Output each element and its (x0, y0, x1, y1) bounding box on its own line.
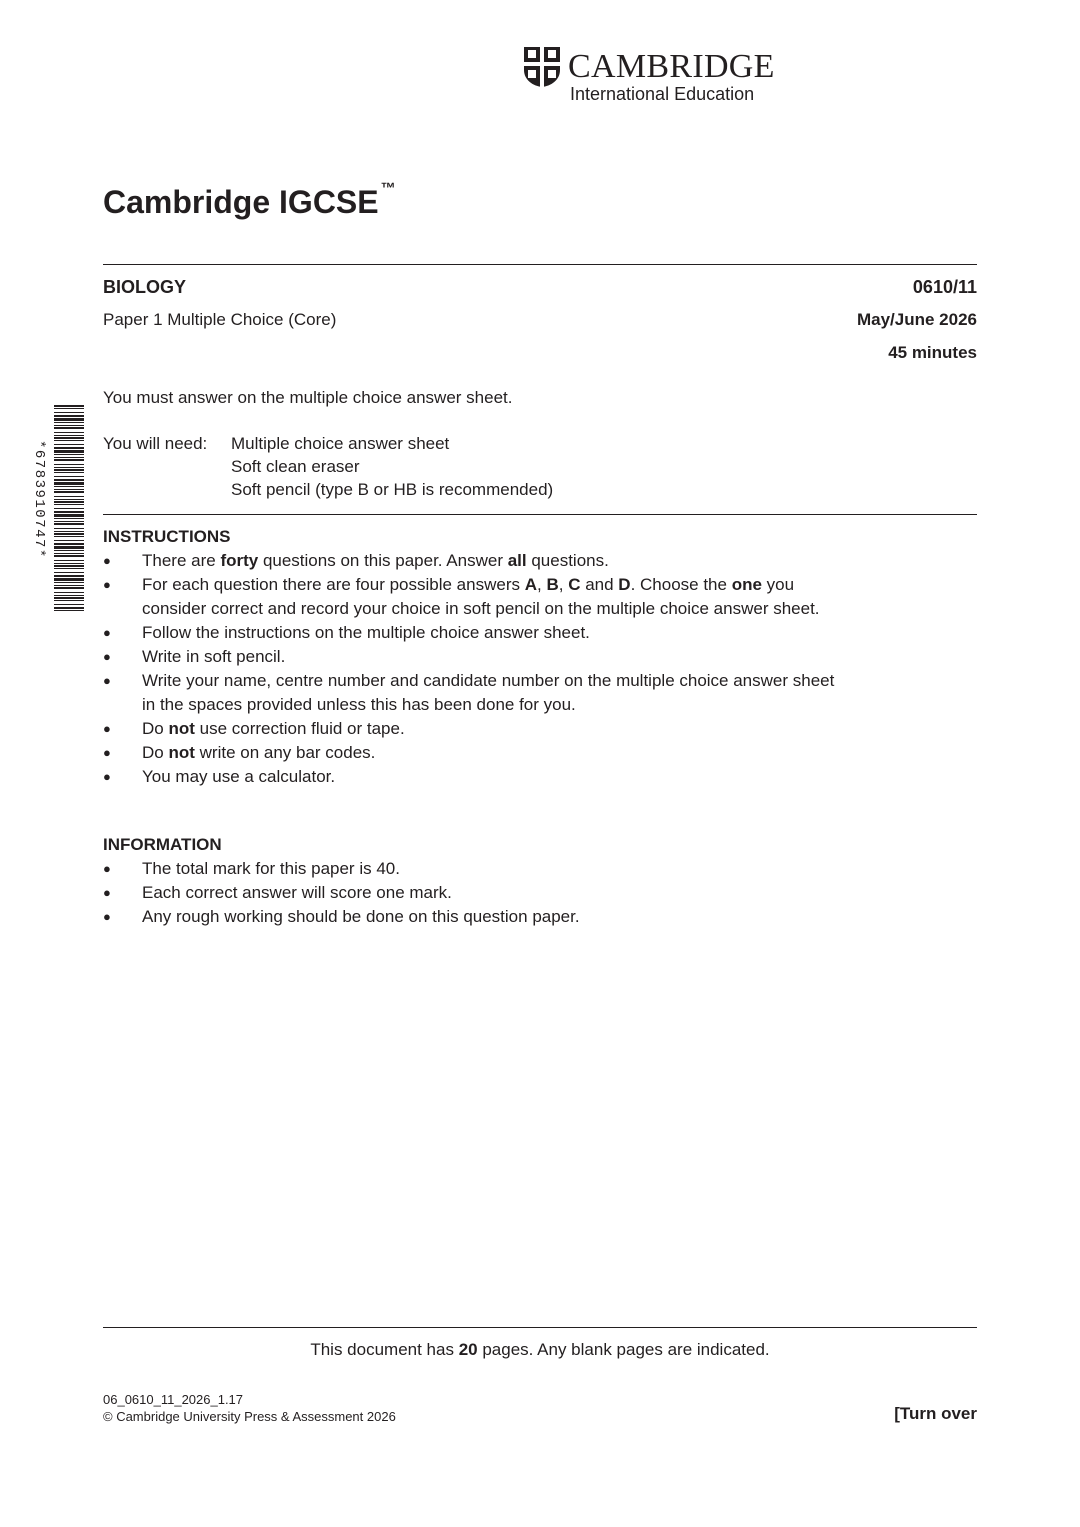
page-count-text: pages. Any blank pages are indicated. (477, 1340, 770, 1359)
information-item (103, 905, 580, 929)
information-item-text: Any rough working should be done on this question paper. (142, 907, 580, 926)
instructions-item (103, 669, 834, 717)
instructions-item-text: Write your name, centre number and candidate number on the multiple choice answer sheet (142, 671, 835, 690)
instructions-item (103, 573, 834, 621)
instructions-item-text: Write in soft pencil. (142, 647, 286, 666)
instructions-item-text: , (558, 575, 569, 594)
instructions-item-text: write on any bar codes. (194, 743, 376, 762)
divider (103, 264, 977, 265)
paper-title: Paper 1 Multiple Choice (Core) (103, 310, 337, 329)
instructions-item-text: consider correct and record your choice in soft pencil on the multiple choice answer sheet. (142, 599, 820, 618)
instructions-item (103, 645, 834, 669)
instructions-item (103, 717, 834, 741)
subject: BIOLOGY (103, 277, 187, 297)
instructions-item-text: Follow the instructions on the multiple choice answer sheet. (142, 623, 590, 642)
instructions-item (103, 549, 834, 573)
divider (103, 1327, 977, 1328)
instructions-item-text: There are (142, 551, 221, 570)
exam-duration: 45 minutes (888, 343, 977, 362)
trademark-symbol: ™ (380, 180, 396, 197)
instructions-item (103, 621, 834, 645)
you-will-need-item: Soft clean eraser (231, 457, 360, 476)
page-count: 20 (458, 1340, 478, 1359)
instructions-item-text: forty (220, 551, 259, 570)
instructions-item-text: B (546, 575, 559, 594)
you-will-need-label: You will need: (103, 434, 208, 453)
copyright: © Cambridge University Press & Assessment 2026 (103, 1409, 396, 1424)
instructions-item (103, 741, 834, 765)
syllabus-code: 0610/11 (912, 277, 977, 297)
instructions-item-text: You may use a calculator. (142, 767, 336, 786)
instructions-item-text: For each question there are four possible answers (142, 575, 525, 594)
page-count-note (0, 1340, 1080, 1360)
document-reference: 06_0610_11_2026_1.17 (103, 1392, 244, 1407)
instructions-item-text: D (618, 575, 631, 594)
instructions-item-text: not (168, 719, 195, 738)
answer-instruction: You must answer on the multiple choice answer sheet. (103, 388, 513, 407)
information-list (103, 857, 580, 929)
barcode-number: *6783910747* (31, 440, 47, 559)
qualification-title (103, 180, 396, 221)
cambridge-logo (523, 46, 783, 108)
logo-subtitle: International Education (570, 84, 755, 104)
instructions-item-text: C (568, 575, 581, 594)
instructions-item-text: Do (142, 743, 169, 762)
logo-name: CAMBRIDGE (568, 48, 775, 85)
instructions-item-text: Do (142, 719, 169, 738)
instructions-item-text: , (537, 575, 547, 594)
instructions-item-text: . Choose the (630, 575, 732, 594)
instructions-heading: INSTRUCTIONS (103, 527, 231, 546)
instructions-item (103, 765, 834, 789)
instructions-item-text: and (580, 575, 619, 594)
barcode-icon (54, 405, 84, 611)
instructions-item-text: you (761, 575, 795, 594)
qualification-name: Cambridge IGCSE (103, 184, 379, 220)
instructions-list (103, 549, 834, 789)
information-item (103, 857, 580, 881)
information-item-text: Each correct answer will score one mark. (142, 883, 452, 902)
instructions-item-text: A (524, 575, 537, 594)
page-count-text: This document has (310, 1340, 459, 1359)
divider (103, 514, 977, 515)
information-item-text: The total mark for this paper is 40. (142, 859, 400, 878)
instructions-item-text: not (168, 743, 195, 762)
instructions-item-text: questions. (526, 551, 609, 570)
cambridge-crest-icon (523, 46, 561, 88)
instructions-item-text: one (731, 575, 762, 594)
you-will-need-item: Soft pencil (type B or HB is recommended) (231, 480, 554, 499)
turn-over: [Turn over (894, 1404, 977, 1423)
you-will-need-item: Multiple choice answer sheet (231, 434, 450, 453)
instructions-item-text: in the spaces provided unless this has been done for you. (142, 695, 576, 714)
exam-session: May/June 2026 (856, 310, 977, 329)
instructions-item-text: all (507, 551, 527, 570)
instructions-item-text: use correction fluid or tape. (194, 719, 405, 738)
information-heading: INFORMATION (103, 835, 222, 854)
information-item (103, 881, 580, 905)
instructions-item-text: questions on this paper. Answer (258, 551, 508, 570)
